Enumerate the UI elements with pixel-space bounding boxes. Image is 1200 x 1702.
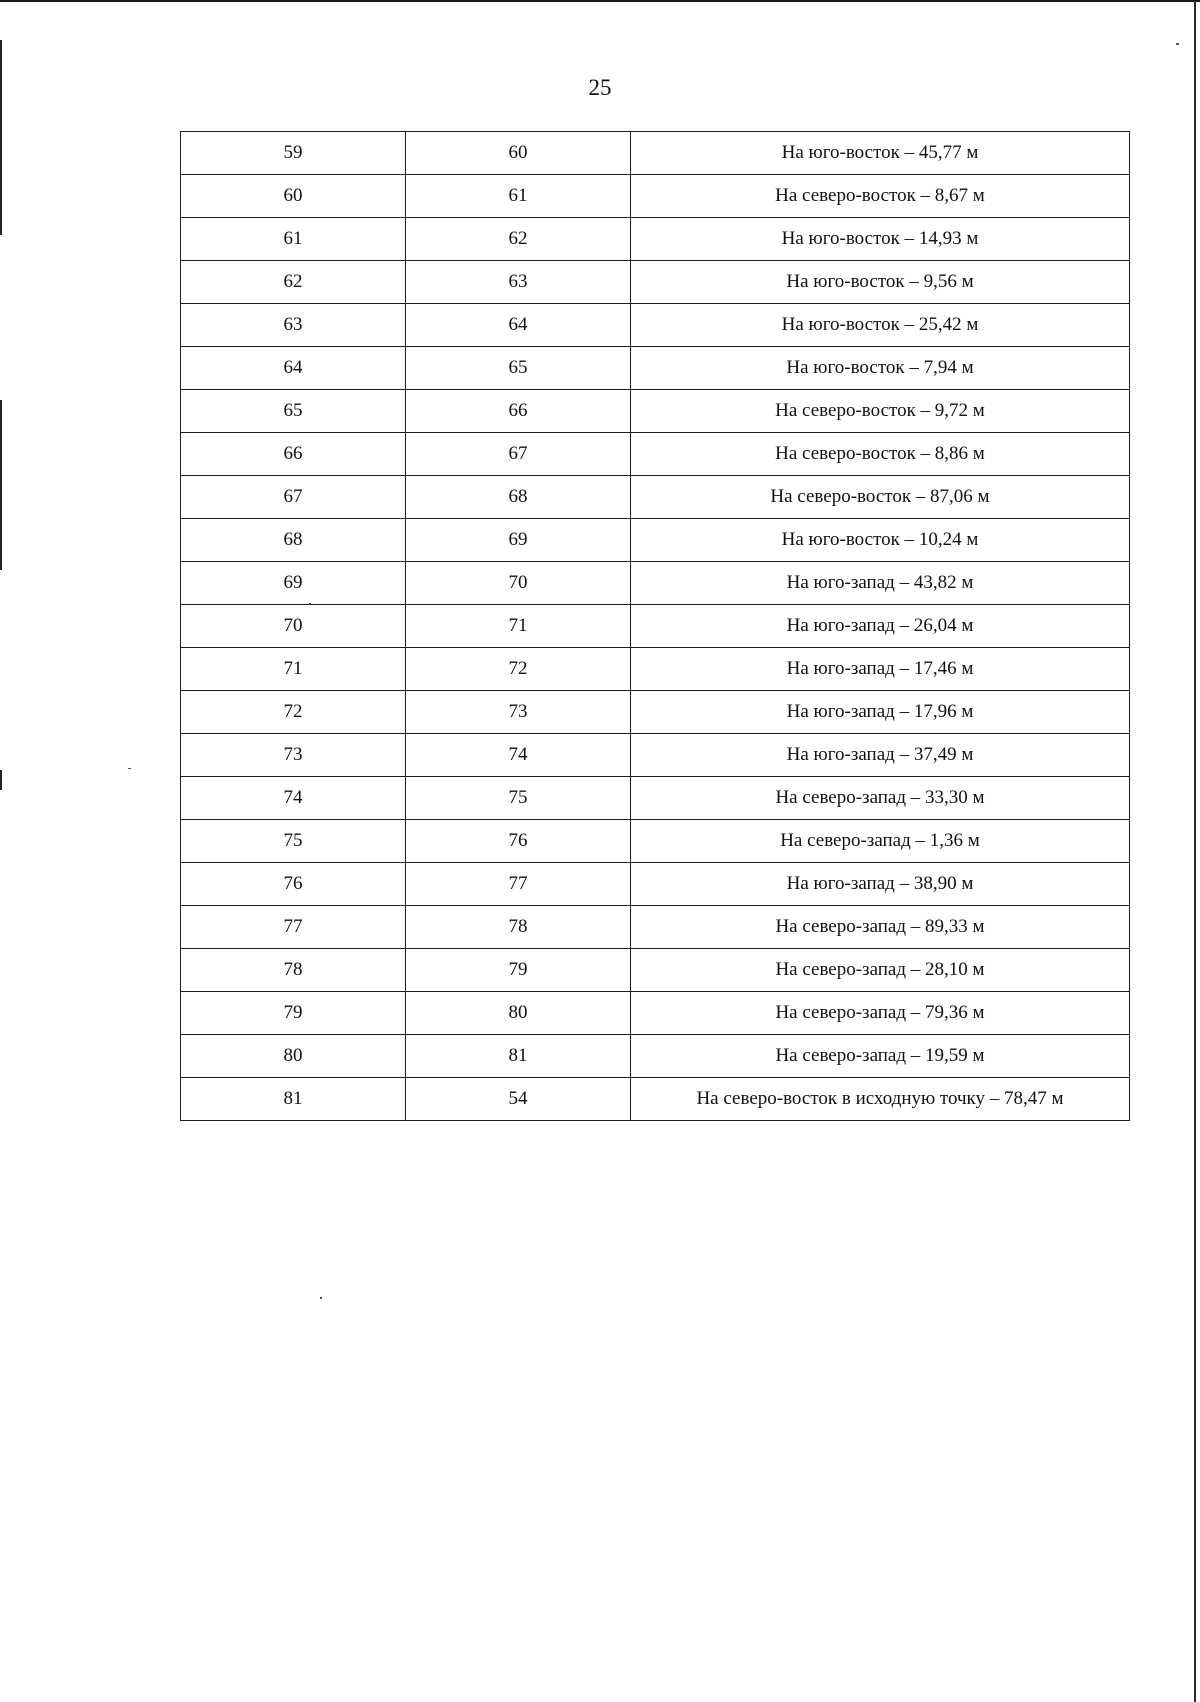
point-to-cell: 77 (406, 863, 631, 906)
table-row (181, 433, 1130, 476)
table-row (181, 820, 1130, 863)
point-to-cell: 65 (406, 347, 631, 390)
table-row (181, 691, 1130, 734)
direction-distance-cell: На северо-запад – 1,36 м (631, 820, 1130, 863)
point-to-cell: 69 (406, 519, 631, 562)
point-from-cell: 64 (181, 347, 406, 390)
table-row (181, 347, 1130, 390)
direction-distance-cell: На юго-запад – 17,46 м (631, 648, 1130, 691)
point-to-cell: 80 (406, 992, 631, 1035)
point-from-cell: 77 (181, 906, 406, 949)
point-to-cell: 62 (406, 218, 631, 261)
point-from-cell: 65 (181, 390, 406, 433)
point-from-cell: 60 (181, 175, 406, 218)
point-to-cell: 74 (406, 734, 631, 777)
table-row (181, 863, 1130, 906)
table-row (181, 648, 1130, 691)
point-to-cell: 73 (406, 691, 631, 734)
point-from-cell: 61 (181, 218, 406, 261)
point-from-cell: 75 (181, 820, 406, 863)
direction-distance-cell: На юго-запад – 38,90 м (631, 863, 1130, 906)
point-to-cell: 70 (406, 562, 631, 605)
boundary-table (180, 131, 1130, 1121)
table-row (181, 519, 1130, 562)
direction-distance-cell: На юго-запад – 17,96 м (631, 691, 1130, 734)
direction-distance-cell: На юго-восток – 45,77 м (631, 132, 1130, 175)
point-from-cell: 80 (181, 1035, 406, 1078)
point-to-cell: 60 (406, 132, 631, 175)
point-to-cell: 76 (406, 820, 631, 863)
point-from-cell: 66 (181, 433, 406, 476)
page-number: 25 (588, 75, 612, 100)
direction-distance-cell: На северо-восток – 8,67 м (631, 175, 1130, 218)
table-row (181, 949, 1130, 992)
direction-distance-cell: На северо-восток – 8,86 м (631, 433, 1130, 476)
point-to-cell: 54 (406, 1078, 631, 1121)
point-from-cell: 63 (181, 304, 406, 347)
point-from-cell: 70 (181, 605, 406, 648)
table-row (181, 562, 1130, 605)
point-from-cell: 73 (181, 734, 406, 777)
scan-speck (128, 768, 131, 769)
point-from-cell: 68 (181, 519, 406, 562)
table-row (181, 390, 1130, 433)
point-to-cell: 72 (406, 648, 631, 691)
table-row (181, 777, 1130, 820)
direction-distance-cell: На северо-запад – 19,59 м (631, 1035, 1130, 1078)
point-from-cell: 59 (181, 132, 406, 175)
direction-distance-cell: На юго-запад – 43,82 м (631, 562, 1130, 605)
point-to-cell: 68 (406, 476, 631, 519)
direction-distance-cell: На северо-запад – 28,10 м (631, 949, 1130, 992)
table-row (181, 734, 1130, 777)
point-from-cell: 67 (181, 476, 406, 519)
direction-distance-cell: На юго-запад – 37,49 м (631, 734, 1130, 777)
table-row (181, 175, 1130, 218)
point-from-cell: 69 (181, 562, 406, 605)
direction-distance-cell: На северо-восток в исходную точку – 78,47 м (631, 1078, 1130, 1121)
point-from-cell: 74 (181, 777, 406, 820)
point-to-cell: 64 (406, 304, 631, 347)
table-row (181, 906, 1130, 949)
table-row (181, 1035, 1130, 1078)
point-from-cell: 81 (181, 1078, 406, 1121)
point-to-cell: 78 (406, 906, 631, 949)
direction-distance-cell: На юго-восток – 14,93 м (631, 218, 1130, 261)
direction-distance-cell: На юго-запад – 26,04 м (631, 605, 1130, 648)
table-row (181, 605, 1130, 648)
point-to-cell: 67 (406, 433, 631, 476)
scan-edge-right (1194, 0, 1196, 1702)
point-to-cell: 66 (406, 390, 631, 433)
direction-distance-cell: На северо-восток – 87,06 м (631, 476, 1130, 519)
table-row (181, 476, 1130, 519)
direction-distance-cell: На юго-восток – 25,42 м (631, 304, 1130, 347)
table-row (181, 132, 1130, 175)
table-row (181, 218, 1130, 261)
scan-edge-left (0, 400, 2, 570)
point-from-cell: 72 (181, 691, 406, 734)
direction-distance-cell: На юго-восток – 9,56 м (631, 261, 1130, 304)
direction-distance-cell: На северо-запад – 79,36 м (631, 992, 1130, 1035)
point-to-cell: 79 (406, 949, 631, 992)
boundary-table-body (181, 132, 1130, 1121)
point-to-cell: 71 (406, 605, 631, 648)
point-to-cell: 63 (406, 261, 631, 304)
table-row (181, 261, 1130, 304)
table-row (181, 304, 1130, 347)
scan-speck (320, 1297, 322, 1299)
table-row (181, 1078, 1130, 1121)
direction-distance-cell: На северо-запад – 89,33 м (631, 906, 1130, 949)
direction-distance-cell: На северо-запад – 33,30 м (631, 777, 1130, 820)
point-to-cell: 61 (406, 175, 631, 218)
point-from-cell: 79 (181, 992, 406, 1035)
scan-edge-left (0, 40, 2, 235)
scan-edge-top (0, 0, 1200, 2)
direction-distance-cell: На юго-восток – 10,24 м (631, 519, 1130, 562)
point-from-cell: 78 (181, 949, 406, 992)
point-to-cell: 75 (406, 777, 631, 820)
table-row (181, 992, 1130, 1035)
point-from-cell: 71 (181, 648, 406, 691)
point-from-cell: 62 (181, 261, 406, 304)
direction-distance-cell: На юго-восток – 7,94 м (631, 347, 1130, 390)
scan-speck (1176, 43, 1179, 45)
direction-distance-cell: На северо-восток – 9,72 м (631, 390, 1130, 433)
point-from-cell: 76 (181, 863, 406, 906)
point-to-cell: 81 (406, 1035, 631, 1078)
scan-edge-left (0, 770, 2, 790)
